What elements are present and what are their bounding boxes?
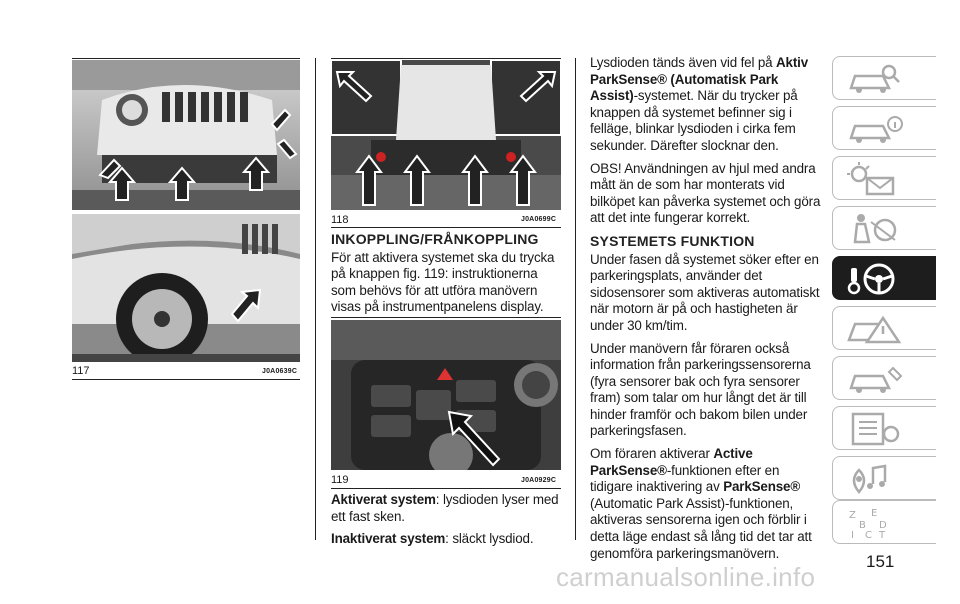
search-phase-paragraph: Under fasen då systemet söker efter en parkeringsplats, använder det sidosensorer som aktiveras automatiskt när motorn är på och hastigheten är under 30 km/tim.: [590, 251, 820, 333]
top-rule: [72, 58, 300, 59]
led-fault-system-name: Aktiv ParkSense® (Automatisk Park Assist): [590, 55, 809, 104]
fig119-code: J0A0929C: [521, 477, 557, 484]
svg-text:T: T: [879, 530, 886, 540]
tab-multimedia[interactable]: [832, 456, 936, 500]
fig119-number: 119: [331, 474, 349, 486]
column-3-text: [590, 55, 822, 568]
fig118-code: J0A0699C: [521, 216, 557, 223]
fig118-rule: [331, 227, 561, 228]
svg-text:E: E: [871, 508, 878, 519]
column-2-text-bottom: [331, 492, 563, 554]
fig119-top-rule: [331, 317, 561, 318]
fig117-number: 117: [72, 365, 90, 377]
car-info-icon: [845, 112, 905, 146]
reactivation-active-parksense: Active ParkSense®: [590, 446, 753, 478]
tab-emergency[interactable]: [832, 306, 936, 350]
svg-text:B: B: [859, 520, 866, 531]
tab-technical-data[interactable]: [832, 406, 936, 450]
obs-paragraph: OBS! Användningen av hjul med andra mått än de som har monterats vid bilköpet kan påverka systemet och göra att det inte fungerar korrekt.: [590, 160, 821, 226]
led-fault-paragraph: [590, 55, 822, 155]
tab-vehicle-overview[interactable]: [832, 56, 936, 100]
active-system-paragraph: [331, 492, 563, 525]
tab-starting-and-driving[interactable]: [832, 256, 936, 300]
fig118-number: 118: [331, 214, 349, 226]
reactivation-text-a: Om föraren aktiverar: [590, 446, 714, 462]
index-letters-icon: [845, 506, 905, 540]
car-emergency-icon: [845, 312, 905, 346]
warning-lights-icon: [845, 162, 905, 196]
column-divider-2: [575, 58, 576, 540]
key-steering-wheel-icon: [845, 262, 905, 296]
multimedia-icon: [845, 462, 905, 496]
watermark: carmanualsonline.info: [556, 562, 816, 592]
section-heading-systemets-funktion: SYSTEMETS FUNKTION: [590, 232, 755, 249]
tab-index[interactable]: [832, 500, 936, 544]
tab-servicing[interactable]: [832, 356, 936, 400]
reactivation-paragraph: [590, 446, 822, 562]
fig117-code: J0A0639C: [262, 368, 298, 375]
column-2-text-top: [331, 231, 563, 322]
led-fault-text-a: Lysdioden tänds även vid fel på: [590, 55, 777, 70]
photo-center-console: [331, 320, 561, 470]
column-divider-1: [315, 58, 316, 540]
reactivation-text-e: (Automatic Park Assist)-funktionen, aktiveras sensorerna igen och förblir i detta läge endast så lång tid det tar att genomföra parkeringsmanövern.: [590, 495, 812, 561]
svg-text:D: D: [879, 520, 887, 531]
technical-data-icon: [845, 412, 905, 446]
tab-vehicle-info[interactable]: [832, 106, 936, 150]
inactive-system-text: : släckt lysdiod.: [445, 531, 534, 547]
photo-front-bumper: [72, 60, 300, 210]
inactive-system-paragraph: [331, 531, 563, 548]
inactive-system-label: Inaktiverat system: [331, 531, 446, 547]
car-search-icon: [845, 62, 905, 96]
intro-paragraph: För att aktivera systemet ska du trycka på knappen fig. 119: instruktionerna som behövs för att utföra manövern visas på instrumentpanelens display.: [331, 249, 555, 315]
led-fault-text-c: -systemet. När du trycker på knappen då systemet befinner sig i felläge, blinkar lysdioden i cirka fem sekunder. Därefter slocknar den.: [590, 88, 798, 153]
reactivation-parksense: ParkSense®: [723, 479, 801, 495]
photo-front-wheel: [72, 214, 300, 362]
fig119-rule: [331, 488, 561, 489]
svg-text:C: C: [865, 530, 872, 540]
svg-text:Z: Z: [849, 510, 856, 521]
active-system-text: : lysdioden lyser med ett fast sken.: [331, 492, 559, 524]
page-number: 151: [866, 552, 895, 571]
section-heading-inkoppling: INKOPPLING/FRÅNKOPPLING: [331, 231, 539, 247]
car-service-icon: [845, 362, 905, 396]
seat-airbag-icon: [845, 212, 905, 246]
reactivation-text-c: -funktionen efter en tidigare inaktivering av: [590, 462, 780, 495]
photo-rear-bumper: [331, 60, 561, 210]
sensor-info-paragraph: Under manövern får föraren också information från parkeringssensorerna (fyra sensorer bak och fyra sensorer fram) som talar om hur långt det är till hinder framför och bakom bilen under parkeringsfasen.: [590, 340, 811, 439]
tab-safety[interactable]: [832, 206, 936, 250]
top-rule: [331, 58, 561, 59]
active-system-label: Aktiverat system: [331, 492, 436, 507]
tab-warning-lights[interactable]: [832, 156, 936, 200]
fig117-rule: [72, 379, 300, 380]
svg-text:I: I: [851, 530, 854, 540]
